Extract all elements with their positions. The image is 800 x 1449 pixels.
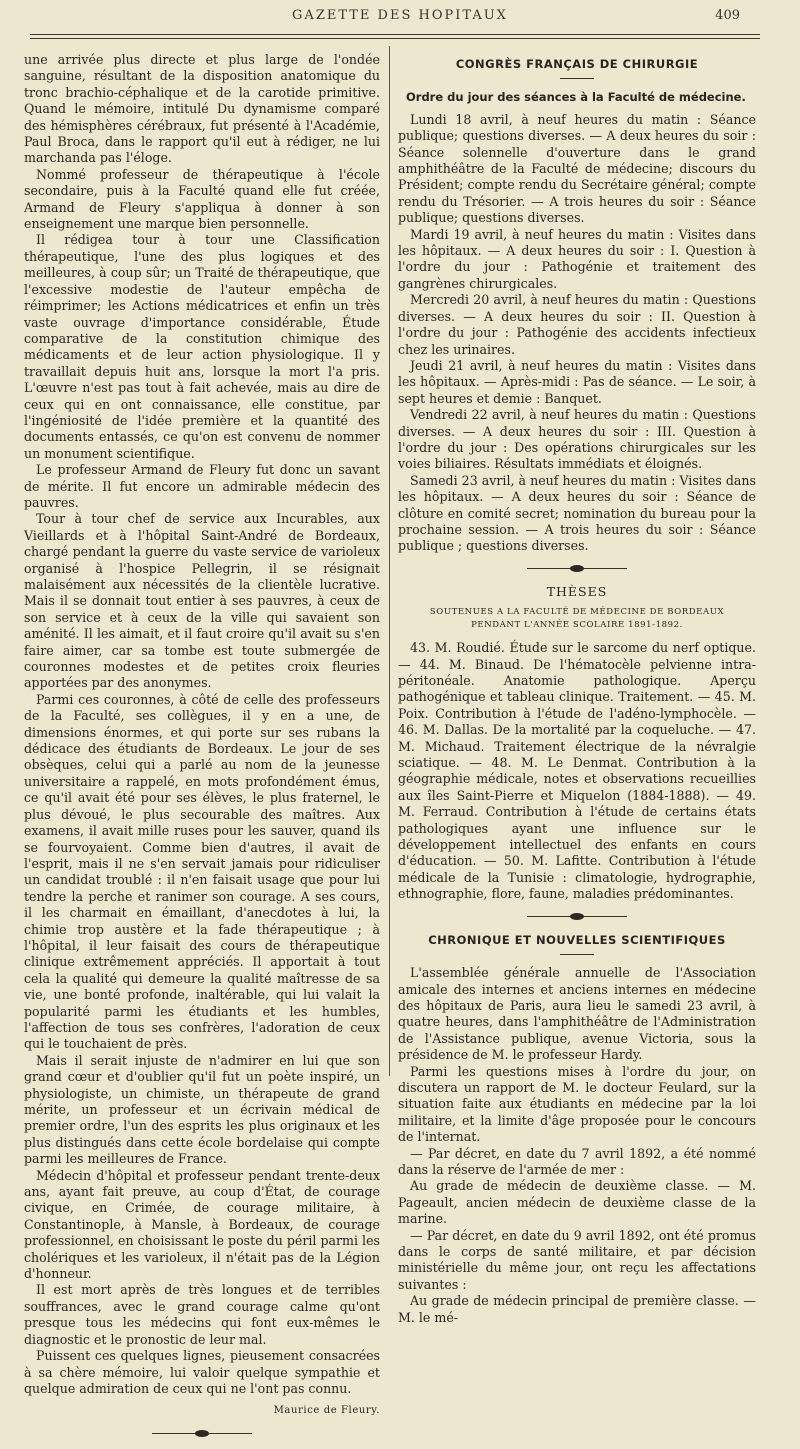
obituary-paragraph-5: Tour à tour chef de service aux Incurables, aux Vieillards et à l'hôpital Saint-André de Bordeaux, chargé pendant la guerre du vaste service de varioleux organisé à l'hospice Pellegrin, il se résignait malaisément aux nécessités de la clientèle lucrative. Mais il se donnait tout entier à ses pauvres, à ceux de son service et à ceux de la ville qui savaient son aménité. Il les aimait, et il faut croire qu'il avait su s'en faire aimer, car sa tombe est toute submergée de couronnes modestes et de petites croix fleuries apportées par des anonymes. [24,511,380,691]
obituary-paragraph-7: Mais il serait injuste de n'admirer en lui que son grand cœur et d'oublier qu'il fut un poète inspiré, un physiologiste, un chimiste, un thérapeute de grand mérite, un professeur et un écrivain médical de premier ordre, l'un des esprits les plus originaux et les plus distingués dans cette école bordelaise qui compte parmi les meilleures de France. [24,1052,380,1167]
theses-subtitle-line-2: PENDANT L'ANNÉE SCOLAIRE 1891-1892. [471,620,683,631]
obituary-paragraph-10: Puissent ces quelques lignes, pieusement consacrées à sa chère mémoire, lui valoir quelque sympathie et quelque admiration de ceux qui ne l'ont pas connu. [24,1348,380,1396]
ordre-mardi: Mardi 19 avril, à neuf heures du matin : Visites dans les hôpitaux. — A deux heures du soir : I. Question à l'ordre du jour : Pathogénie et traitement des gangrènes chirurgicales. [398,226,756,291]
section-ornament [152,1430,252,1437]
column-separator [389,46,390,1076]
section-ornament [527,913,627,920]
ordre-lundi: Lundi 18 avril, à neuf heures du matin : Séance publique; questions diverses. — A deux heures du soir : Séance solennelle d'ouverture dans le grand amphithéâtre de la Faculté de médecine; discours du Président; compte rendu du Secrétaire général; compte rendu du Trésorier. — A trois heures du soir : Séance publique; questions diverses. [398,111,756,226]
right-column [398,52,756,1326]
obituary-paragraph-9: Il est mort après de très longues et de terribles souffrances, avec le grand courage calme qu'ont presque tous les médecins qui font eux-mêmes le diagnostic et le pronostic de leur mal. [24,1282,380,1347]
ordre-du-jour-heading: Ordre du jour des séances à la Faculté de médecine. [406,90,746,105]
ordre-vendredi: Vendredi 22 avril, à neuf heures du matin : Questions diverses. — A deux heures du soir : III. Question à l'ordre du jour : Des opérations chirurgicales sur les voies biliaires. Résultats immédiats et éloignés. [398,407,756,472]
chronique-paragraph-2: Parmi les questions mises à l'ordre du jour, on discutera un rapport de M. le docteur Feulard, sur la situation faite aux étudiants en médecine par la loi militaire, et la limite d'âge proposée pour le concours de l'internat. [398,1063,756,1145]
theses-list: 43. M. Roudié. Étude sur le sarcome du nerf optique. — 44. M. Binaud. De l'hématocèle pelvienne intra-péritonéale. Anatomie pathologique. Aperçu pathogénique et tableau clinique. Traitement. — 45. M. Poix. Contribution à l'étude de l'adéno-lymphocèle. — 46. M. Dallas. De la mortalité par la coqueluche. — 47. M. Michaud. Traitement électrique de la névralgie sciatique. — 48. M. Le Denmat. Contribution à la géographie médicale, notes et observations recueillies aux îles Saint-Pierre et Miquelon (1884-1888). — 49. M. Ferraud. Contribution à l'étude de certains états pathologiques ayant une influence sur le développement intellectuel des enfants en cours d'éducation. — 50. M. Lafitte. Contribution à l'étude médicale de la Tunisie : climatologie, hydrographie, ethnographie, flore, faune, maladies prédominantes. [398,640,756,902]
title-rule [560,954,594,955]
theses-title: THÈSES [546,583,608,599]
header-rule-thin [30,38,760,39]
left-column [24,52,380,1449]
ornament-dot [195,1430,209,1437]
signature: Maurice de Fleury. [273,1405,380,1417]
obituary-paragraph-2: Nommé professeur de thérapeutique à l'école secondaire, puis à la Faculté quand elle fut créée, Armand de Fleury s'appliqua à donner à son enseignement une marque bien personnelle. [24,166,380,232]
obituary-paragraph-6: Parmi ces couronnes, à côté de celle des professeurs de la Faculté, ses collègues, il y en a une, de dimensions énormes, et qui porte sur ses rubans la dédicace des étudiants de Bordeaux. Le jour de ses obsèques, celui qui a parlé au nom de la jeunesse universitaire a rappelé, en mots profondément émus, ce qu'il avait été pour ses élèves, le plus fraternel, le plus dévoué, le plus secourable des maîtres. Aux examens, il avait mille ruses pour les sauver, quand ils se fourvoyaient. Comme bien d'autres, il avait de l'esprit, mais il ne s'en servait jamais pour ridiculiser un candidat troublé : il n'en faisait usage que pour lui tendre la perche et ranimer son courage. A ses cours, il les charmait en émaillant, d'anecdotes à lui, la chimie trop austère et la fade thérapeutique ; à l'hôpital, il leur faisait des cours de thérapeutique clinique extrêmement appréciés. Il apportait à tout cela la qualité qui demeure la qualité maîtresse de sa vie, une bonté profonde, inaltérable, qui lui valait la popularité parmi les étudiants et les humbles, l'affection de tous ses confrères, l'adoration de ceux qui le touchaient de près. [24,691,380,1052]
obituary-paragraph-1: une arrivée plus directe et plus large de l'ondée sanguine, résultant de la disposition anatomique du tronc brachio-céphalique et de la carotide primitive. Quand le mémoire, intitulé Du dynamisme comparé des hémisphères cérébraux, fut présenté à l'Académie, Paul Broca, dans le rapport qu'il eut à rédiger, ne lui marchanda pas l'éloge. [24,52,380,166]
ornament-dot [570,913,584,920]
header-rule [30,34,760,35]
ornament-dot [570,565,584,572]
ordre-samedi: Samedi 23 avril, à neuf heures du matin : Visites dans les hôpitaux. — A deux heures du soir : Séance de clôture en comité secret; nomination du bureau pour la prochaine session. — A trois heures du soir : Séance publique ; questions diverses. [398,472,756,554]
chronique-title: CHRONIQUE ET NOUVELLES SCIENTIFIQUES [428,932,726,947]
congres-title: CONGRÈS FRANÇAIS DE CHIRURGIE [455,57,699,71]
section-ornament [527,565,627,572]
chronique-paragraph-4: Au grade de médecin de deuxième classe. — M. Pageault, ancien médecin de deuxième classe de la marine. [398,1178,756,1227]
theses-subtitle-line-1: SOUTENUES A LA FACULTÉ DE MÉDECINE DE BORDEAUX [429,607,725,618]
chronique-paragraph-5: — Par décret, en date du 9 avril 1892, ont été promus dans le corps de santé militaire, et par décision ministérielle du même jour, ont reçu les affectations suivantes : [398,1227,756,1292]
ordre-mercredi: Mercredi 20 avril, à neuf heures du matin : Questions diverses. — A deux heures du soir : II. Question à l'ordre du jour : Pathogénie des accidents infectieux chez les urinaires. [398,292,756,357]
chronique-paragraph-1: L'assemblée générale annuelle de l'Association amicale des internes et anciens internes en médecine des hôpitaux de Paris, aura lieu le samedi 23 avril, à quatre heures, dans l'amphithéâtre de l'Administration de l'Assistance publique, avenue Victoria, sous la présidence de M. le professeur Hardy. [398,965,756,1063]
theses-subtitle [398,606,756,632]
obituary-paragraph-4: Le professeur Armand de Fleury fut donc un savant de mérite. Il fut encore un admirable médecin des pauvres. [24,462,380,510]
page-number: 409 [715,8,740,23]
page-header-title: GAZETTE DES HOPITAUX [292,8,508,23]
chronique-paragraph-3: — Par décret, en date du 7 avril 1892, a été nommé dans la réserve de l'armée de mer : [398,1145,756,1177]
obituary-paragraph-3: Il rédigea tour à tour une Classification thérapeutique, l'une des plus logiques et des meilleures, à coup sûr; un Traité de thérapeutique, que l'excessive modestie de l'auteur empêcha de réimprimer; les Actions médicatrices et enfin un très vaste ouvrage d'importance considérable, Étude comparative de la constitution chimique des médicaments et de leur action physiologique. Il y travaillait depuis huit ans, lorsque la mort l'a pris. L'œuvre n'est pas tout à fait achevée, mais au dire de ceux qui en ont connaissance, elle constitue, par l'ingéniosité de l'idée première et la quantité des documents entassés, ce qu'on est convenu de nommer un monument scientifique. [24,232,380,461]
obituary-paragraph-8: Médecin d'hôpital et professeur pendant trente-deux ans, ayant fait preuve, au coup d'État, de courage civique, en Crimée, de courage militaire, à Constantinople, à Mansle, à Bordeaux, de courage professionnel, en choisissant le poste du péril parmi les cholériques et les varioleux, il n'était pas de la Légion d'honneur. [24,1167,380,1282]
ordre-jeudi: Jeudi 21 avril, à neuf heures du matin : Visites dans les hôpitaux. — Après-midi : Pas de séance. — Le soir, à sept heures et demie : Banquet. [398,357,756,406]
title-rule [560,78,594,79]
chronique-paragraph-6: Au grade de médecin principal de première classe. — M. le mé- [398,1293,756,1325]
